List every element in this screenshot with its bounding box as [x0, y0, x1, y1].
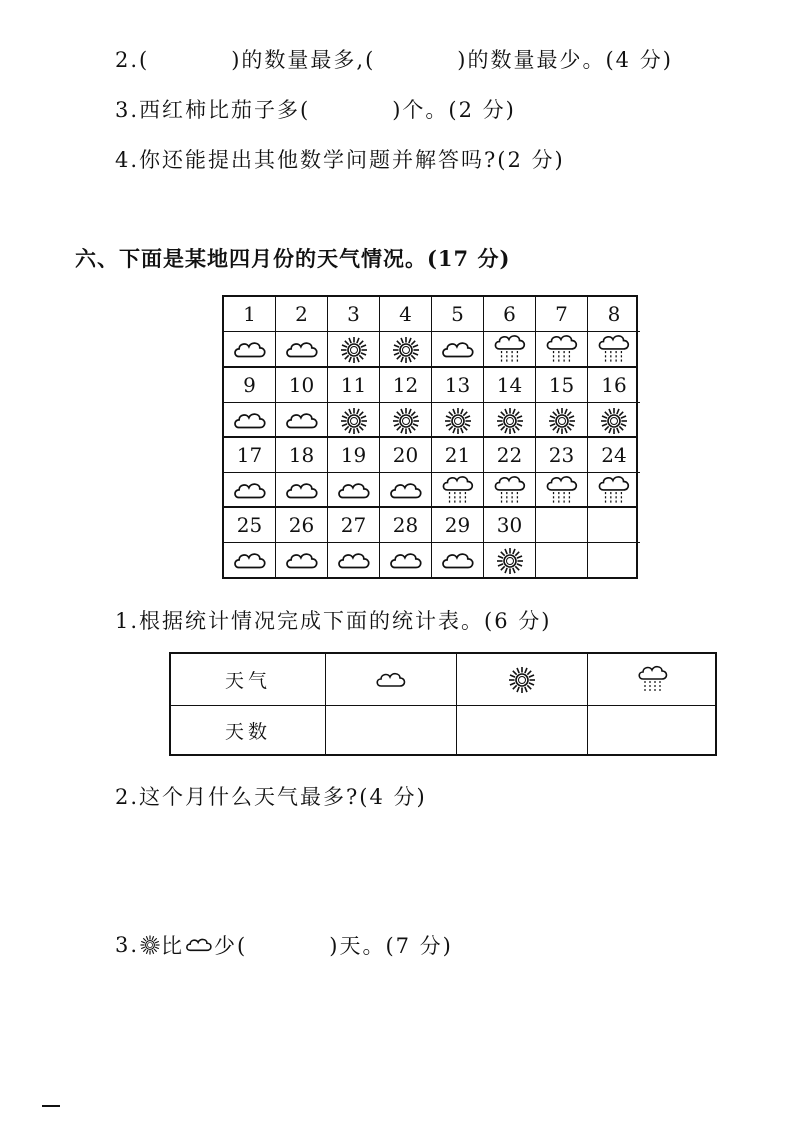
calendar-day-cell — [536, 297, 588, 332]
calendar-weather-cell — [276, 403, 328, 438]
cloudy-icon — [283, 338, 321, 362]
calendar-day-number: 17 — [236, 443, 263, 467]
calendar-weather-cell — [588, 473, 640, 508]
calendar-day-number: 16 — [601, 373, 627, 397]
question-4-line — [115, 144, 565, 174]
calendar-day-cell — [328, 368, 380, 403]
calendar-day-number: 15 — [548, 373, 575, 397]
sun-icon — [139, 934, 161, 956]
calendar-day-cell — [432, 438, 484, 473]
calendar-day-cell — [224, 297, 276, 332]
weather-calendar — [222, 295, 638, 579]
calendar-day-number: 24 — [601, 443, 627, 467]
sun-icon — [507, 665, 537, 695]
cloudy-icon — [387, 479, 425, 503]
calendar-day-number: 19 — [340, 443, 367, 467]
question-2-part-a: 2.( — [115, 48, 150, 72]
stats-label-days: 天数 — [224, 721, 271, 743]
calendar-weather-cell — [536, 403, 588, 438]
rain-icon — [440, 475, 476, 507]
stats-label-weather-cell — [171, 654, 326, 705]
calendar-day-number: 1 — [243, 302, 256, 326]
calendar-weather-cell — [380, 332, 432, 367]
calendar-day-cell — [432, 368, 484, 403]
cloudy-icon — [335, 549, 373, 573]
calendar-day-cell — [484, 368, 536, 403]
calendar-day-number: 25 — [236, 513, 263, 537]
cloudy-icon — [231, 479, 269, 503]
calendar-weather-cell — [432, 473, 484, 508]
calendar-weather-cell — [276, 543, 328, 578]
calendar-day-cell — [588, 438, 640, 473]
stats-header-rainy — [588, 654, 717, 705]
cloudy-icon — [283, 409, 321, 433]
question-3b-part-d: )天。(7 分) — [329, 934, 453, 958]
question-2-line — [115, 44, 673, 74]
rain-icon — [596, 334, 632, 366]
calendar-day-cell — [380, 297, 432, 332]
calendar-day-cell — [432, 508, 484, 543]
sun-icon — [599, 406, 629, 436]
question-3b-part-a: 3. — [115, 933, 140, 957]
calendar-weather-cell — [432, 332, 484, 367]
calendar-day-cell — [588, 368, 640, 403]
sun-icon — [339, 406, 369, 436]
calendar-day-cell — [224, 508, 276, 543]
stats-header-sunny — [457, 654, 588, 705]
stats-label-days-cell — [171, 705, 326, 756]
stats-days-cloudy-cell[interactable] — [326, 705, 457, 756]
rain-icon — [636, 665, 670, 695]
calendar-weather-cell — [224, 332, 276, 367]
weather-stats-table — [169, 652, 717, 756]
calendar-day-cell — [432, 297, 484, 332]
question-3-part-b: )个。(2 分) — [392, 98, 516, 122]
calendar-day-number: 9 — [243, 373, 256, 397]
calendar-weather-cell — [536, 543, 588, 578]
calendar-day-cell — [536, 438, 588, 473]
calendar-day-cell — [484, 508, 536, 543]
calendar-day-number: 2 — [295, 302, 308, 326]
question-3b-part-c: 少( — [214, 934, 248, 958]
calendar-weather-cell — [588, 543, 640, 578]
calendar-day-cell — [276, 368, 328, 403]
calendar-day-cell — [588, 508, 640, 543]
sun-icon — [443, 406, 473, 436]
calendar-day-number: 11 — [340, 373, 367, 397]
calendar-day-cell — [276, 297, 328, 332]
cloudy-icon — [374, 669, 408, 691]
stats-days-rainy-cell[interactable] — [588, 705, 717, 756]
stats-days-sunny-cell[interactable] — [457, 705, 588, 756]
calendar-day-cell — [276, 438, 328, 473]
question-4-text: 4.你还能提出其他数学问题并解答吗?(2 分) — [115, 148, 565, 172]
calendar-weather-cell — [224, 403, 276, 438]
calendar-day-cell — [224, 368, 276, 403]
cloudy-icon — [439, 549, 477, 573]
calendar-day-number: 27 — [340, 513, 367, 537]
calendar-weather-cell — [328, 473, 380, 508]
sun-icon — [495, 546, 525, 576]
calendar-day-number: 30 — [496, 513, 523, 537]
question-2-part-c: )的数量最少。(4 分) — [457, 48, 673, 72]
cloudy-icon — [184, 935, 214, 955]
calendar-day-number: 18 — [288, 443, 315, 467]
stats-header-cloudy — [326, 654, 457, 705]
calendar-day-number: 5 — [451, 302, 464, 326]
stats-row-weather — [171, 654, 715, 706]
rain-icon — [544, 475, 580, 507]
calendar-day-number: 7 — [555, 302, 568, 326]
calendar-day-number: 20 — [392, 443, 419, 467]
calendar-day-cell — [328, 508, 380, 543]
calendar-day-cell — [328, 297, 380, 332]
sun-icon — [339, 335, 369, 365]
rain-icon — [544, 334, 580, 366]
calendar-weather-cell — [536, 332, 588, 367]
cloudy-icon — [387, 549, 425, 573]
calendar-day-number: 4 — [399, 302, 412, 326]
calendar-week-4 — [224, 506, 636, 578]
calendar-weather-cell — [380, 403, 432, 438]
rain-icon — [492, 475, 528, 507]
cloudy-icon — [283, 549, 321, 573]
calendar-day-number: 13 — [444, 373, 471, 397]
calendar-day-cell — [536, 368, 588, 403]
calendar-weather-cell — [432, 403, 484, 438]
calendar-day-cell — [276, 508, 328, 543]
question-3b-part-b: 比 — [161, 934, 185, 958]
calendar-day-cell — [380, 368, 432, 403]
calendar-day-number: 28 — [392, 513, 419, 537]
calendar-day-number: 29 — [444, 513, 471, 537]
calendar-weather-cell — [588, 403, 640, 438]
question-3-part-a: 3.西红柿比茄子多( — [115, 98, 311, 122]
page-edge-mark — [42, 1105, 60, 1107]
calendar-weather-cell — [588, 332, 640, 367]
calendar-day-number: 22 — [496, 443, 523, 467]
rain-icon — [596, 475, 632, 507]
calendar-weather-cell — [484, 403, 536, 438]
calendar-day-number: 8 — [607, 302, 621, 326]
cloudy-icon — [231, 409, 269, 433]
calendar-weather-cell — [276, 473, 328, 508]
calendar-weather-cell — [536, 473, 588, 508]
calendar-day-cell — [328, 438, 380, 473]
calendar-weather-cell — [328, 403, 380, 438]
calendar-day-number: 12 — [392, 373, 419, 397]
calendar-day-cell — [224, 438, 276, 473]
cloudy-icon — [231, 549, 269, 573]
stats-row-days — [171, 705, 715, 756]
calendar-weather-cell — [380, 543, 432, 578]
cloudy-icon — [439, 338, 477, 362]
calendar-day-cell — [484, 297, 536, 332]
calendar-day-cell — [588, 297, 640, 332]
calendar-weather-cell — [380, 473, 432, 508]
calendar-day-number: 26 — [288, 513, 315, 537]
calendar-day-number: 6 — [503, 302, 516, 326]
sun-icon — [391, 335, 421, 365]
calendar-week-3 — [224, 436, 636, 508]
calendar-day-number: 14 — [496, 373, 523, 397]
cloudy-icon — [283, 479, 321, 503]
calendar-weather-cell — [224, 473, 276, 508]
calendar-weather-cell — [276, 332, 328, 367]
calendar-day-number: 23 — [548, 443, 575, 467]
calendar-day-cell — [484, 438, 536, 473]
calendar-day-number: 10 — [288, 373, 315, 397]
calendar-weather-cell — [484, 543, 536, 578]
calendar-day-number: 21 — [444, 443, 471, 467]
question-2-part-b: )的数量最多,( — [231, 48, 376, 72]
cloudy-icon — [335, 479, 373, 503]
calendar-weather-cell — [484, 332, 536, 367]
calendar-weather-cell — [224, 543, 276, 578]
sun-icon — [495, 406, 525, 436]
calendar-weather-cell — [328, 332, 380, 367]
section-6-question-2: 2.这个月什么天气最多?(4 分) — [115, 785, 427, 809]
section-6-title: 六、下面是某地四月份的天气情况。(17 分) — [75, 246, 511, 271]
calendar-day-cell — [536, 508, 588, 543]
calendar-weather-cell — [484, 473, 536, 508]
cloudy-icon — [231, 338, 269, 362]
section-6-question-1: 1.根据统计情况完成下面的统计表。(6 分) — [115, 609, 552, 633]
section-6-question-3 — [115, 930, 453, 960]
stats-label-weather: 天气 — [224, 670, 271, 692]
calendar-week-2 — [224, 366, 636, 438]
sun-icon — [391, 406, 421, 436]
calendar-week-1 — [224, 297, 636, 367]
question-3-line — [115, 94, 516, 124]
calendar-day-cell — [380, 438, 432, 473]
calendar-weather-cell — [328, 543, 380, 578]
sun-icon — [547, 406, 577, 436]
calendar-day-number: 3 — [347, 302, 360, 326]
calendar-weather-cell — [432, 543, 484, 578]
calendar-day-cell — [380, 508, 432, 543]
rain-icon — [492, 334, 528, 366]
